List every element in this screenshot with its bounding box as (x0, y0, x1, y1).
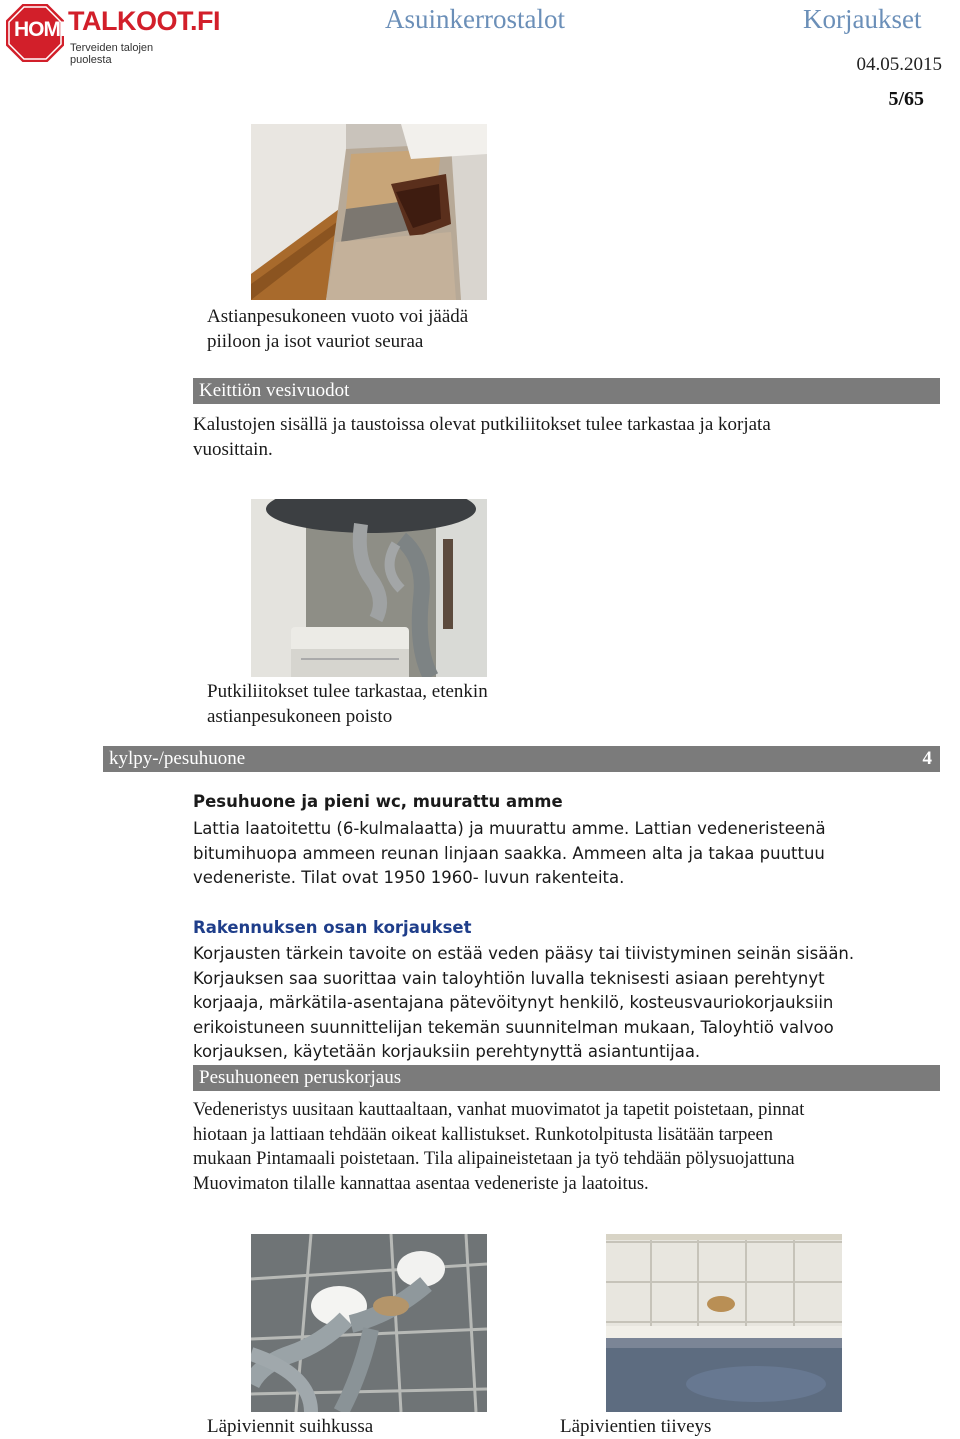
description-line: Lattia laatoitettu (6-kulmalaatta) ja muurattu amme. Lattian vedeneristeenä (193, 819, 826, 838)
repair-line: erikoistuneen suunnittelijan tekemän suunnitelman mukaan, Taloyhtiö valvoo (193, 1017, 834, 1037)
section-bar-keittion-vesivuodot (193, 378, 940, 404)
page-number: 5/65 (888, 88, 924, 110)
peruskorjaus-line: Muovimaton tilalle kannattaa asentaa vedeneriste ja laatoitus. (193, 1173, 649, 1194)
photo1-caption-line1: Astianpesukoneen vuoto voi jäädä (207, 306, 469, 327)
section-bar-peruskorjaus (193, 1065, 940, 1091)
logo-tagline: Terveiden talojen puolesta (70, 42, 154, 66)
subhead-pesuhuone: Pesuhuone ja pieni wc, muurattu amme (193, 792, 563, 811)
photo-sink-pipes (251, 499, 487, 677)
logo-home-text: HOME (14, 18, 73, 41)
repair-line: Korjauksen saa suorittaa vain taloyhtiön luvalla teknisesti asiaan perehtynyt (193, 968, 825, 988)
section-bar-title: Pesuhuoneen peruskorjaus (199, 1067, 402, 1088)
home-talkoot-logo (4, 2, 220, 66)
section1-text-line1: Kalustojen sisällä ja taustoissa olevat putkiliitokset tulee tarkastaa ja korjata (193, 414, 771, 435)
photo3-caption: Läpiviennit suihkussa (207, 1416, 374, 1437)
peruskorjaus-line: mukaan Pintamaali poistetaan. Tila alipaineistetaan ja työ tehdään pölysuojattuna (193, 1149, 795, 1169)
photo2-caption-line1: Putkiliitokset tulee tarkastaa, etenkin (207, 681, 488, 702)
section1-text-line2: vuosittain. (193, 439, 273, 460)
section-bar-kylpy-pesuhuone (103, 746, 940, 772)
description-line: vedeneriste. Tilat ovat 1950 1960- luvun rakenteita. (193, 868, 625, 887)
repair-heading: Rakennuksen osan korjaukset (193, 918, 472, 937)
photo-shower-penetrations (251, 1234, 487, 1412)
header-title-right: Korjaukset (803, 4, 922, 34)
repair-line: Korjausten tärkein tavoite on estää veden pääsy tai tiivistyminen seinän sisään. (193, 944, 855, 963)
peruskorjaus-line: Vedeneristys uusitaan kauttaaltaan, vanhat muovimatot ja tapetit poistetaan, pinnat (193, 1100, 805, 1120)
peruskorjaus-text-block (193, 1098, 938, 1196)
photo-penetration-tightness (606, 1234, 842, 1412)
description-line: bitumihuopa ammeen reunan linjaan saakka. Ammeen alta ja takaa puuttuu (193, 843, 825, 863)
header-title-left: Asuinkerrostalot (385, 4, 565, 34)
photo1-caption-line2: piiloon ja isot vauriot seuraa (207, 331, 424, 352)
section-bar-title: Keittiön vesivuodot (199, 380, 350, 401)
repair-line: korjauksen, käytetään korjauksiin perehtynyttä asiantuntijaa. (193, 1042, 701, 1061)
header-date: 04.05.2015 (856, 54, 942, 75)
description-block (193, 817, 938, 891)
photo4-caption: Läpivientien tiiveys (560, 1416, 712, 1437)
section-bar-number: 4 (922, 748, 932, 769)
section-bar-title: kylpy-/pesuhuone (109, 748, 246, 769)
photo-dishwasher-leak (251, 124, 487, 300)
repair-text-block (193, 942, 953, 1065)
peruskorjaus-line: hiotaan ja lattiaan tehdään oikeat kallistukset. Runkotolpitusta lisätään tarpeen (193, 1124, 774, 1145)
logo-talkoot-text: TALKOOT.FI (68, 6, 220, 36)
photo2-caption-line2: astianpesukoneen poisto (207, 706, 393, 727)
repair-line: korjaaja, märkätila-asentajana pätevöitynyt henkilö, kosteusvauriokorjauksiin (193, 993, 834, 1012)
